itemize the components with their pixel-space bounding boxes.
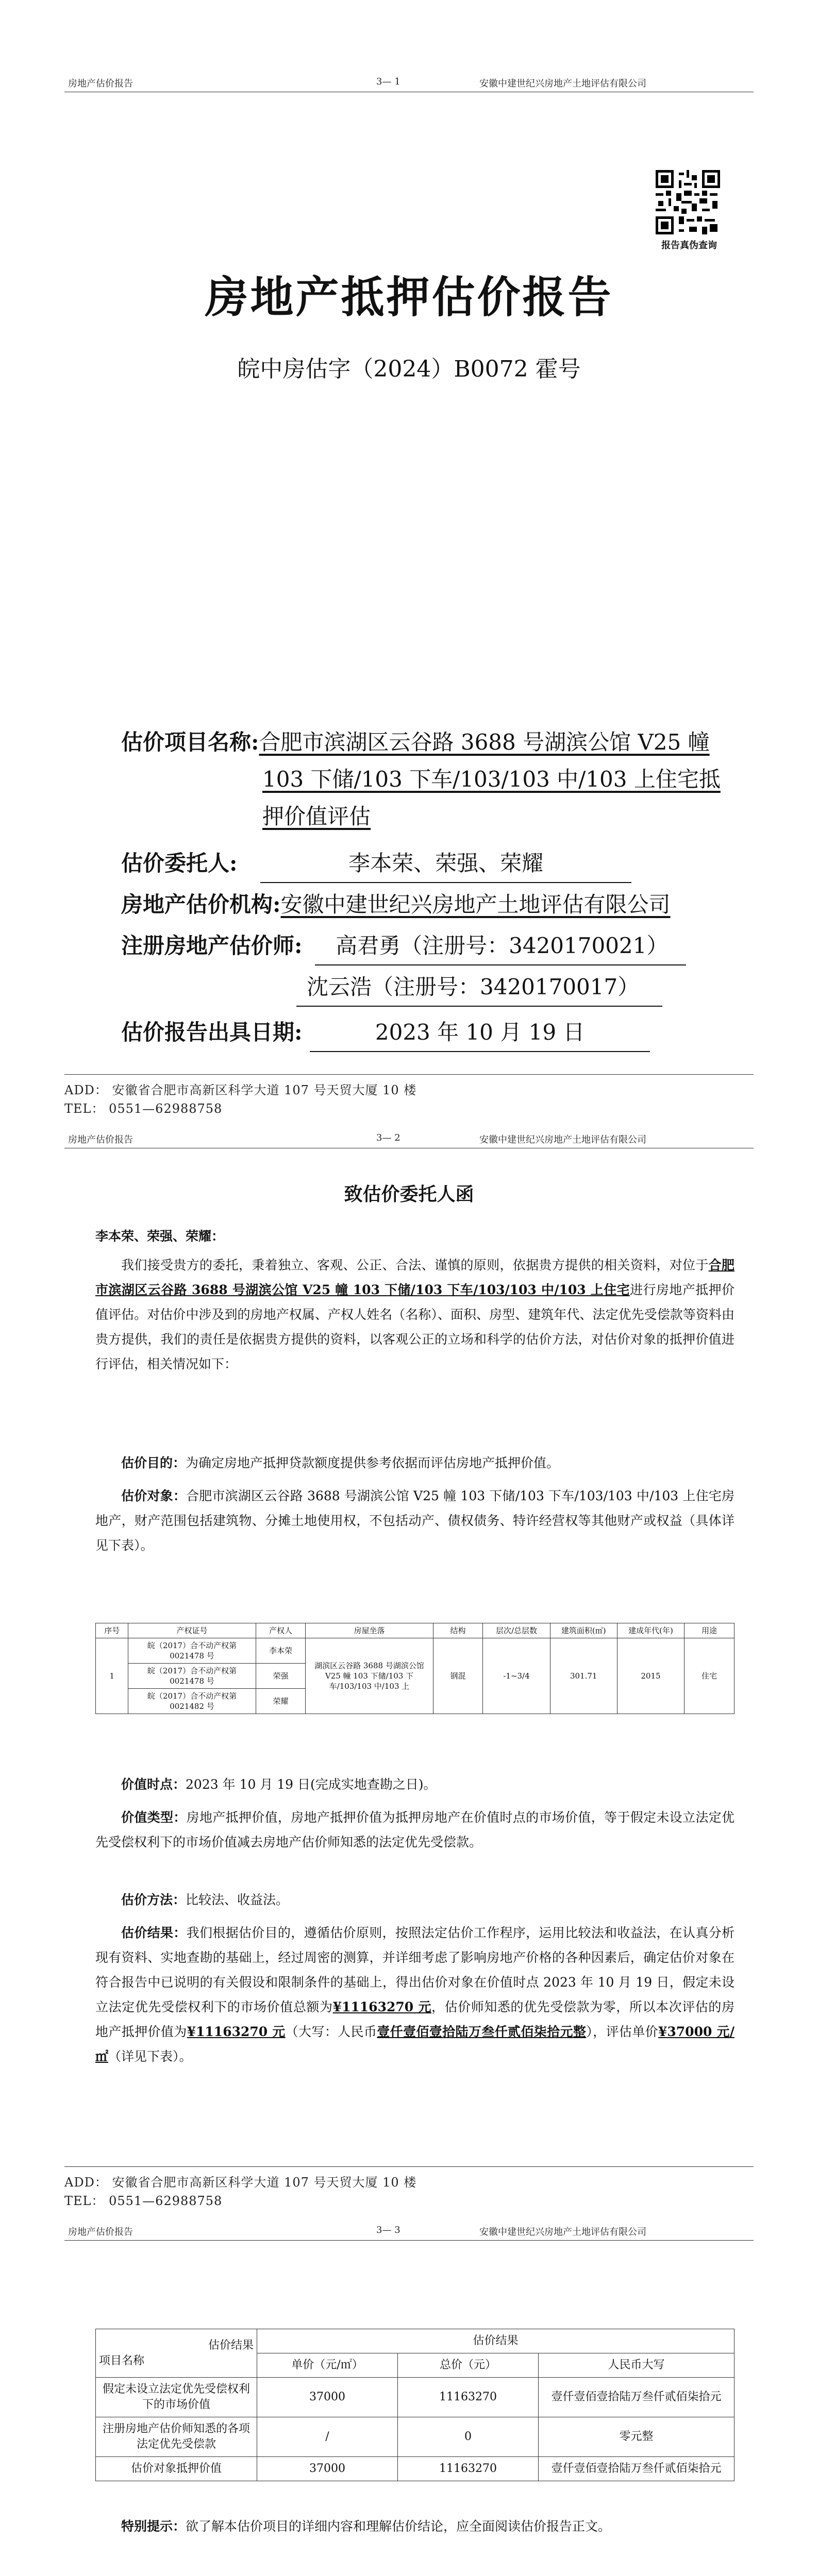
object-para: [95, 1484, 734, 1558]
date-para: [95, 1772, 734, 1797]
property-table: [95, 1623, 734, 1714]
page-number: [376, 1132, 400, 1143]
page-prefix: 3—: [376, 1132, 395, 1143]
cell-cert: 皖（2017）合不动产权第 0021482 号: [128, 1689, 256, 1714]
cell-owner: 荣强: [256, 1664, 306, 1689]
result-para: [95, 1921, 734, 2069]
client-row: [121, 845, 631, 883]
market-value: ¥11163270 元: [332, 1999, 432, 2014]
th-cert: 产权证号: [128, 1623, 256, 1638]
purpose-text: 为确定房地产抵押贷款额度提供参考依据而评估房地产抵押价值。: [186, 1455, 560, 1470]
th-structure: 结构: [433, 1623, 483, 1638]
cell-use: 住宅: [685, 1638, 734, 1714]
agency-value: 安徽中建世纪兴房地产土地评估有限公司: [280, 892, 671, 917]
appraiser-row: [121, 927, 686, 965]
client-label: 估价委托人:: [121, 851, 238, 876]
value-type-text: 房地产抵押价值，房地产抵押价值为抵押房地产在价值时点的市场价值，等于假定未设立法定优先受偿权利下的市场价值减去房地产估价师知悉的法定优先受偿款。: [95, 1810, 734, 1850]
letter-salutation: 李本荣、荣强、荣耀：: [95, 1229, 225, 1244]
value-date-label: 价值时点：: [121, 1777, 186, 1792]
table-row: [96, 1638, 734, 1664]
footer-address: ADD： 安徽省合肥市高新区科学大道 107 号天贸大厦 10 楼: [64, 2175, 417, 2190]
result-text-a: 我们根据估价目的，遵循估价原则，按照法定估价工作程序，运用比较法和收益法，在认真分析现有资料、实地查勘的基础上，经过周密的测算，并详细考虑了影响房地产价格的各种因素后，确定估价对象在符合报告中已说明的有关假设和限制条件的基础上，得出估价对象在价值时点 2023 年 10 月 19 日，假定未设立法定优先受偿权利下的市场价值总额为: [95, 1925, 734, 2014]
result-text-b: ，估价师知悉的优先受偿款为零，所以本次评估的房地产抵押价值为: [95, 1999, 734, 2039]
result-label: 估价结果：: [121, 1925, 187, 1940]
agency-row: [121, 886, 671, 923]
cell-upper: 零元整: [539, 2417, 734, 2457]
cell-unit: 37000: [257, 2378, 398, 2417]
th-owner: 产权人: [256, 1623, 306, 1638]
cell-name: 注册房地产估价师知悉的各项法定优先受偿款: [96, 2417, 257, 2457]
date-row: [121, 1014, 650, 1052]
cell-unit: 37000: [257, 2457, 398, 2481]
appraiser-label: 注册房地产估价师:: [121, 933, 303, 958]
th-item: [96, 2329, 257, 2378]
th-use: 用途: [685, 1623, 734, 1638]
value-type-label: 价值类型：: [121, 1810, 187, 1825]
cell-name: 估价对象抵押价值: [96, 2457, 257, 2481]
project-line-3: 押价值评估: [262, 804, 371, 829]
cell-total: 0: [398, 2417, 539, 2457]
mortgage-value: ¥11163270 元: [187, 2024, 286, 2039]
cell-upper: 壹仟壹佰壹拾陆万叁仟贰佰柒拾元: [539, 2378, 734, 2417]
agency-label: 房地产估价机构:: [121, 892, 281, 917]
cell-owner: 荣耀: [256, 1689, 306, 1714]
tip-text: 欲了解本估价项目的详细内容和理解估价结论，应全面阅读估价报告正文。: [186, 2519, 611, 2534]
th-location: 房屋坐落: [306, 1623, 433, 1638]
project-label: 估价项目名称:: [121, 730, 259, 755]
intro-text: 我们接受贵方的委托，秉着独立、客观、公正、合法、谨慎的原则，依据贵方提供的相关资料，对位于: [121, 1258, 709, 1273]
cell-total: 11163270: [398, 2457, 539, 2481]
th-year: 建成年代(年): [617, 1623, 684, 1638]
cell-total: 11163270: [398, 2378, 539, 2417]
client-value: 李本荣、荣强、荣耀: [260, 845, 631, 883]
th-area: 建筑面积(㎡): [550, 1623, 617, 1638]
page-number-value: 2: [394, 1132, 400, 1143]
tip-para: [95, 2514, 734, 2539]
table-header-row: [96, 2329, 734, 2353]
tip-label: 特别提示：: [121, 2519, 186, 2534]
intro-property: 合肥市滨湖区云谷路 3688 号湖滨公馆 V25 幢 103 下储/103 下车/103/103 中/103 上住宅: [95, 1258, 734, 1297]
th-item-bottom: 项目名称: [99, 2354, 145, 2367]
appraiser-2: 沈云浩（注册号：3420170017）: [296, 969, 662, 1007]
th-unit: 单价（元/㎡）: [257, 2353, 398, 2378]
footer-address: ADD： 安徽省合肥市高新区科学大道 107 号天贸大厦 10 楼: [64, 1083, 417, 1097]
report-title: 房地产抵押估价报告: [205, 272, 613, 323]
result-text-e: （详见下表）。: [108, 2049, 192, 2064]
project-line-2-row: [262, 761, 721, 798]
th-group: 估价结果: [257, 2329, 734, 2353]
page-header-left: 房地产估价报告: [68, 78, 133, 89]
project-line-2: 103 下储/103 下车/103/103 中/103 上住宅抵: [262, 767, 721, 792]
result-text-d: ），评估单价: [586, 2024, 658, 2039]
page-number: [376, 2225, 400, 2235]
footer-rule: [64, 2166, 754, 2167]
cell-cert: 皖（2017）合不动产权第 0021478 号: [128, 1638, 256, 1664]
page-prefix: 3—: [376, 76, 395, 87]
footer-tel: TEL： 0551—62988758: [64, 1101, 223, 1116]
project-line-3-row: [262, 798, 371, 835]
cell-location: 湖滨区云谷路 3688 号湖滨公馆 V25 幢 103 下储/103 下车/103/103 中/103 上: [306, 1638, 433, 1714]
cell-unit: /: [257, 2417, 398, 2457]
footer-rule: [64, 1074, 754, 1075]
cell-year: 2015: [617, 1638, 684, 1714]
report-number: 皖中房估字（2024）B0072 霍号: [237, 356, 581, 382]
appraiser-1: 高君勇（注册号：3420170021）: [315, 927, 686, 965]
page-header-right: 安徽中建世纪兴房地产土地评估有限公司: [479, 78, 646, 89]
table-row: [96, 2457, 734, 2481]
method-para: [95, 1888, 734, 1912]
object-text: 合肥市滨湖区云谷路 3688 号湖滨公馆 V25 幢 103 下储/103 下车/103/103 中/103 上住宅房地产，财产范围包括建筑物、分摊土地使用权，不包括动产、债权债务、特许经营权等其他财产或权益（具体详见下表）。: [95, 1488, 734, 1553]
mortgage-value-upper: 壹仟壹佰壹拾陆万叁仟贰佰柒拾元整: [377, 2024, 587, 2039]
cell-area: 301.71: [550, 1638, 617, 1714]
qr-label: 报告真伪查询: [661, 240, 717, 251]
th-total: 总价（元）: [398, 2353, 539, 2378]
header-rule: [64, 2240, 754, 2241]
result-text-c: （大写：人民币: [285, 2024, 377, 2039]
date-label: 估价报告出具日期:: [121, 1020, 303, 1045]
th-seq: 序号: [96, 1623, 128, 1638]
page-header-right: 安徽中建世纪兴房地产土地评估有限公司: [479, 1134, 646, 1145]
object-label: 估价对象：: [121, 1488, 187, 1503]
project-line-1: 合肥市滨湖区云谷路 3688 号湖滨公馆 V25 幢: [259, 730, 710, 755]
cell-structure: 钢混: [433, 1638, 483, 1714]
footer-tel: TEL： 0551—62988758: [64, 2194, 223, 2208]
table-row: [96, 2417, 734, 2457]
letter-intro: [95, 1253, 734, 1377]
cell-cert: 皖（2017）合不动产权第 0021478 号: [128, 1664, 256, 1689]
letter-heading: 致估价委托人函: [344, 1183, 474, 1205]
cell-owner: 李本荣: [256, 1638, 306, 1664]
method-text: 比较法、收益法。: [186, 1892, 289, 1907]
qr-code-icon[interactable]: [656, 170, 720, 234]
th-item-top: 估价结果: [208, 2338, 254, 2352]
cell-name: 假定未设立法定优先受偿权利下的市场价值: [96, 2378, 257, 2417]
unit-price: ¥37000 元/㎡: [95, 2024, 734, 2064]
cell-seq: 1: [96, 1638, 128, 1714]
project-row: [121, 724, 710, 761]
page-header-left: 房地产估价报告: [68, 2227, 133, 2238]
type-para: [95, 1805, 734, 1855]
date-value: 2023 年 10 月 19 日: [310, 1014, 650, 1052]
th-floors: 层次/总层数: [483, 1623, 550, 1638]
page-prefix: 3—: [376, 2225, 395, 2235]
result-table: [95, 2329, 734, 2481]
cell-floors: -1~3/4: [483, 1638, 550, 1714]
page-header-right: 安徽中建世纪兴房地产土地评估有限公司: [479, 2227, 646, 2238]
page-number-value: 3: [394, 2225, 400, 2235]
table-header-row: [96, 1623, 734, 1638]
intro-text-end: 进行房地产抵押价值评估。对估价中涉及到的房地产权属、产权人姓名（名称）、面积、房型、建筑年代、法定优先受偿款等资料由贵方提供，我们的责任是依据贵方提供的资料，以客观公正的立场和科学的估价方法，对估价对象的抵押价值进行评估，相关情况如下：: [95, 1282, 734, 1371]
table-row: [96, 2378, 734, 2417]
page-header-left: 房地产估价报告: [68, 1134, 133, 1145]
th-upper: 人民币大写: [539, 2353, 734, 2378]
purpose-para: [95, 1451, 734, 1476]
cell-upper: 壹仟壹佰壹拾陆万叁仟贰佰柒拾元: [539, 2457, 734, 2481]
method-label: 估价方法：: [121, 1892, 186, 1907]
purpose-label: 估价目的：: [121, 1455, 186, 1470]
page-number: [376, 76, 400, 87]
appraiser-2-row: [296, 969, 662, 1007]
value-date-text: 2023 年 10 月 19 日(完成实地查勘之日)。: [186, 1777, 437, 1792]
page-number-value: 1: [394, 76, 400, 87]
